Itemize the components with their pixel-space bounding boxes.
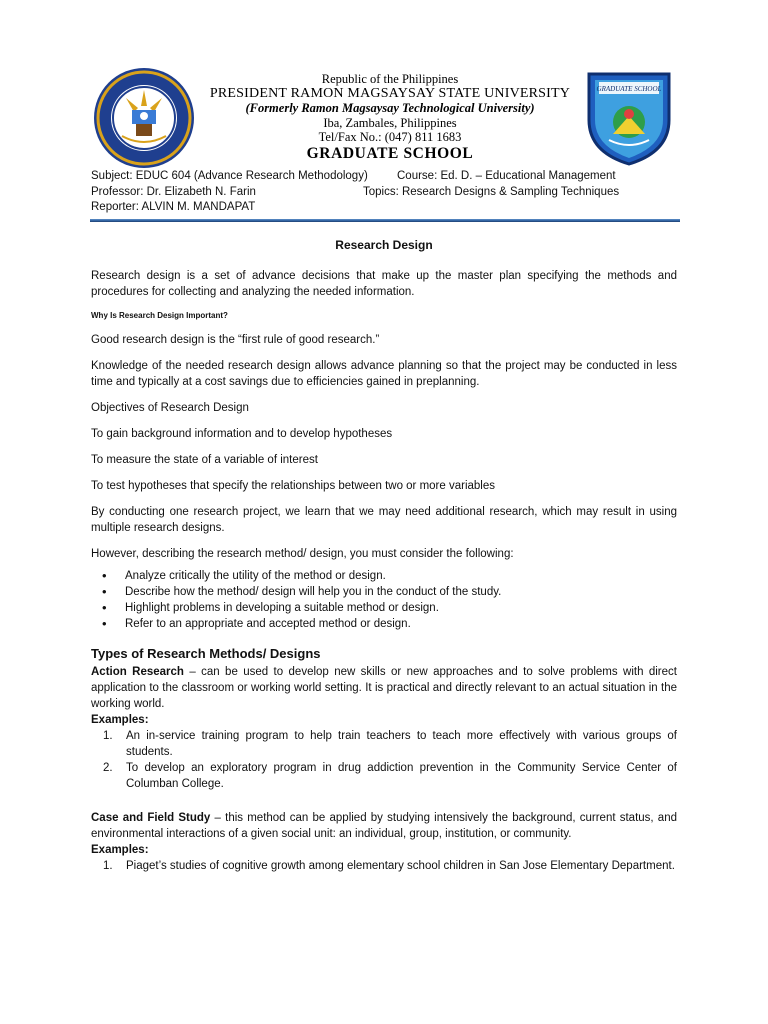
course-text: Course: Ed. D. – Educational Management (397, 170, 616, 182)
objective-1: To gain background information and to develop hypotheses (91, 428, 393, 440)
professor-text: Professor: Dr. Elizabeth N. Farin (91, 185, 256, 198)
shield-logo-text: GRADUATE SCHOOL (596, 85, 662, 93)
address-line: Iba, Zambales, Philippines (323, 115, 457, 130)
school-name: GRADUATE SCHOOL (306, 144, 474, 162)
section-title: Research Design (335, 238, 433, 252)
action-research-paragraph (91, 664, 677, 712)
list-number: 1. (103, 860, 113, 872)
action-research-label: Action Research (91, 666, 184, 678)
reporter-text: Reporter: ALVIN M. MANDAPAT (91, 201, 256, 213)
list-item-text: Piaget’s studies of cognitive growth among elementary school children in San Jose Elementary Department. (126, 860, 675, 872)
info-row-subject (91, 169, 691, 185)
case-study-text: – this method can be applied by studying intensively the background, current status, and environmental interactions of a given social unit: an individual, group, institution, or community. (91, 812, 677, 840)
info-row-reporter (91, 200, 691, 216)
case-study-paragraph (91, 810, 677, 842)
graduate-school-shield-logo (583, 68, 675, 168)
letterhead (196, 72, 584, 161)
examples-label: Examples: (91, 844, 149, 856)
definition-paragraph: Research design is a set of advance decisions that make up the master plan specifying the methods and procedures for collecting and analyzing the needed information. (91, 270, 677, 298)
action-examples-list (91, 728, 677, 792)
header-divider (90, 219, 680, 222)
document-body (91, 238, 677, 876)
course-info (91, 169, 691, 216)
multiple-designs-paragraph: By conducting one research project, we learn that we may need additional research, which may result in using multiple research designs. (91, 506, 677, 534)
objective-2: To measure the state of a variable of interest (91, 454, 318, 466)
examples-label: Examples: (91, 714, 149, 726)
list-item (91, 760, 677, 792)
list-item-text: To develop an exploratory program in drug addiction prevention in the Community Service Center of Columban College. (126, 762, 677, 790)
topics-text: Topics: Research Designs & Sampling Techniques (363, 185, 620, 198)
bullet-item: • Describe how the method/ design will help you in the conduct of the study. (91, 584, 677, 600)
list-item (91, 728, 677, 760)
quote-paragraph: Good research design is the “first rule of good research.” (91, 334, 380, 346)
list-item (91, 858, 677, 874)
why-heading: Why Is Research Design Important? (91, 311, 228, 320)
objectives-heading: Objectives of Research Design (91, 402, 249, 414)
consider-paragraph: However, describing the research method/ design, you must consider the following: (91, 548, 514, 560)
case-study-label: Case and Field Study (91, 812, 211, 824)
action-research-text: – can be used to develop new skills or new approaches and to solve problems with direct application to the classroom or working world setting. It is practical and directly relevant to an actual situation in the working world. (91, 666, 677, 710)
objective-3: To test hypotheses that specify the relationships between two or more variables (91, 480, 495, 492)
list-number: 1. (103, 730, 113, 742)
republic-line: Republic of the Philippines (321, 72, 459, 86)
university-seal-logo (92, 66, 196, 170)
bullet-item: • Refer to an appropriate and accepted method or design. (91, 616, 677, 632)
bullet-item: • Analyze critically the utility of the method or design. (91, 568, 677, 584)
bullet-item: • Highlight problems in developing a suitable method or design. (91, 600, 677, 616)
knowledge-paragraph: Knowledge of the needed research design allows advance planning so that the project may be conducted in less time and typically at a cost savings due to efficiencies gained in preplanning. (91, 360, 677, 388)
telephone-line: Tel/Fax No.: (047) 811 1683 (318, 130, 462, 144)
list-number: 2. (103, 762, 113, 774)
list-item-text: An in-service training program to help train teachers to teach more effectively with various groups of students. (126, 730, 677, 758)
info-row-professor (91, 185, 691, 201)
university-name: PRESIDENT RAMON MAGSAYSAY STATE UNIVERSITY (209, 85, 571, 101)
consider-bullet-list (91, 568, 677, 632)
subject-text: Subject: EDUC 604 (Advance Research Methodology) (91, 170, 368, 182)
types-heading: Types of Research Methods/ Designs (91, 646, 321, 661)
case-examples-list (91, 858, 677, 874)
formerly-line: (Formerly Ramon Magsaysay Technological University) (245, 101, 535, 115)
